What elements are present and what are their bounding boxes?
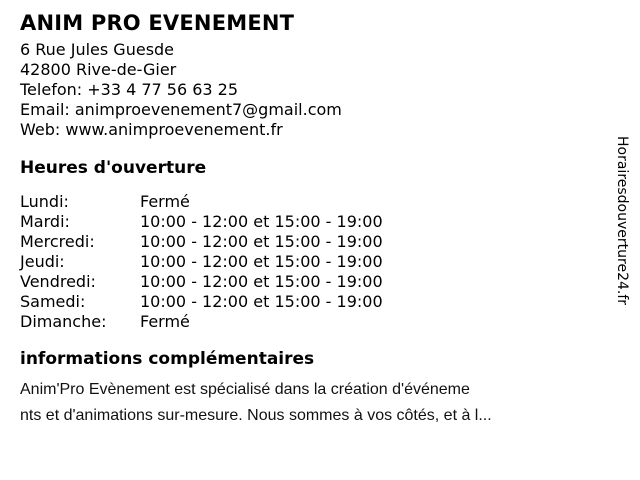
hours-day-label: Mercredi:: [20, 232, 95, 251]
additional-info-heading: informations complémentaires: [20, 349, 315, 369]
hours-row-jeudi: [20, 252, 610, 272]
phone-line: Telefon: +33 4 77 56 63 25: [20, 80, 239, 99]
hours-row-mercredi: [20, 232, 610, 252]
hours-value: Fermé: [140, 192, 190, 211]
hours-day-label: Dimanche:: [20, 312, 107, 331]
hours-value: 10:00 - 12:00 et 15:00 - 19:00: [140, 232, 383, 251]
site-watermark: Horairesdouverture24.fr: [614, 136, 630, 306]
address-line-1: 6 Rue Jules Guesde: [20, 40, 175, 59]
address-line-2: 42800 Rive-de-Gier: [20, 60, 177, 79]
hours-value: 10:00 - 12:00 et 15:00 - 19:00: [140, 272, 383, 291]
email-line: Email: animproevenement7@gmail.com: [20, 100, 342, 119]
hours-row-samedi: [20, 292, 610, 312]
hours-heading: Heures d'ouverture: [20, 158, 207, 178]
hours-day-label: Mardi:: [20, 212, 70, 231]
hours-row-dimanche: [20, 312, 610, 332]
hours-day-label: Vendredi:: [20, 272, 96, 291]
contact-block: [20, 40, 610, 140]
hours-row-mardi: [20, 212, 610, 232]
hours-day-label: Jeudi:: [20, 252, 65, 271]
hours-value: 10:00 - 12:00 et 15:00 - 19:00: [140, 292, 383, 311]
hours-value: Fermé: [140, 312, 190, 331]
additional-info-text: [20, 377, 610, 429]
hours-value: 10:00 - 12:00 et 15:00 - 19:00: [140, 212, 383, 231]
info-text-line-2: nts et d'animations sur-mesure. Nous sommes à vos côtés, et à l...: [20, 407, 492, 424]
hours-day-label: Lundi:: [20, 192, 69, 211]
web-line: Web: www.animproevenement.fr: [20, 120, 283, 139]
info-text-line-1: Anim'Pro Evènement est spécialisé dans la création d'événeme: [20, 381, 470, 398]
hours-table: [20, 192, 610, 332]
hours-row-vendredi: [20, 272, 610, 292]
hours-row-lundi: [20, 192, 610, 212]
business-name: ANIM PRO EVENEMENT: [20, 11, 295, 35]
hours-day-label: Samedi:: [20, 292, 86, 311]
hours-value: 10:00 - 12:00 et 15:00 - 19:00: [140, 252, 383, 271]
